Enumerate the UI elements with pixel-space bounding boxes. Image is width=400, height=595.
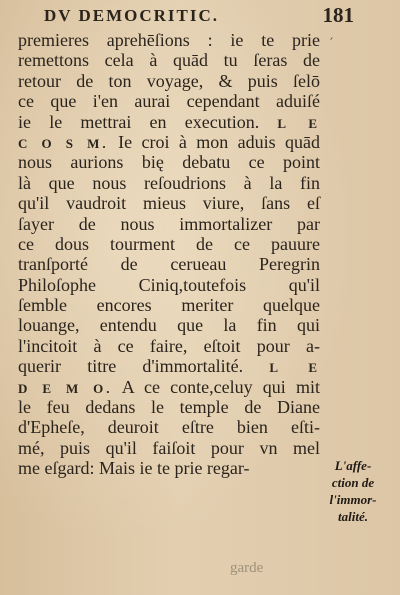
text-run: A ce conte,celuy qui mit bbox=[121, 376, 321, 397]
text-line: me eſgard: Mais ie te prie regar- bbox=[18, 458, 250, 479]
page-number: 181 bbox=[322, 3, 354, 27]
catchword: garde bbox=[230, 560, 264, 576]
text-line: premieres aprehēſions : ie te prie bbox=[18, 30, 320, 50]
marginal-note bbox=[318, 457, 388, 525]
text-line: là que nous reſoudrions à la fin bbox=[18, 172, 320, 193]
main-text bbox=[18, 30, 320, 479]
text-line: qu'il vaudroit mieus viure, ſans eſ bbox=[18, 193, 320, 214]
text-line: Philoſophe Ciniq,toutefois qu'il bbox=[18, 274, 320, 295]
speaker-label: D E M O. bbox=[18, 380, 113, 396]
text-line: ſayer de nous immortalizer par bbox=[18, 213, 320, 234]
speaker-label: L E bbox=[277, 115, 320, 131]
text-run: ie le mettrai en execution. bbox=[18, 111, 260, 132]
text-line: retour de ton voyage, & puis ſelō bbox=[18, 70, 320, 91]
text-line: ſemble encores meriter quelque bbox=[18, 295, 320, 316]
text-line: ce dous tourment de ce pauure bbox=[18, 233, 320, 254]
speaker-label: L E bbox=[269, 360, 320, 376]
text-line bbox=[18, 356, 320, 376]
marginal-note-line: L'affe- bbox=[334, 458, 372, 473]
text-run: querir titre d'immortalité. bbox=[18, 356, 244, 377]
running-head: DV DEMOCRITIC. bbox=[44, 6, 220, 25]
text-line bbox=[18, 112, 320, 132]
text-line: louange, entendu que la fin qui bbox=[18, 315, 320, 336]
text-line: le feu dedans le temple de Diane bbox=[18, 397, 320, 418]
text-line: d'Epheſe, deuroit eſtre bien eſti- bbox=[18, 417, 320, 438]
text-line: mé, puis qu'il faiſoit pour vn mel bbox=[18, 437, 320, 458]
text-line: nous aurions bię debatu ce point bbox=[18, 152, 320, 173]
text-line bbox=[18, 377, 320, 397]
page-header bbox=[44, 2, 354, 30]
marginal-note-line: talité. bbox=[338, 509, 368, 524]
text-line: l'incitoit à ce faire, eſtoit pour a- bbox=[18, 335, 320, 356]
text-run: Ie croi à mon aduis quād bbox=[118, 131, 321, 152]
text-line bbox=[18, 132, 320, 152]
marginal-note-line: ction de bbox=[331, 475, 375, 490]
speaker-label: C O S M. bbox=[18, 135, 109, 151]
marginal-note-line: l'immor- bbox=[329, 492, 377, 507]
text-line: ce que i'en aurai cependant aduiſé bbox=[18, 91, 320, 112]
text-line: remettons cela à quād tu ſeras de bbox=[18, 50, 320, 71]
ink-mark: ′ bbox=[330, 36, 334, 52]
text-line: tranſporté de cerueau Peregrin bbox=[18, 254, 320, 275]
